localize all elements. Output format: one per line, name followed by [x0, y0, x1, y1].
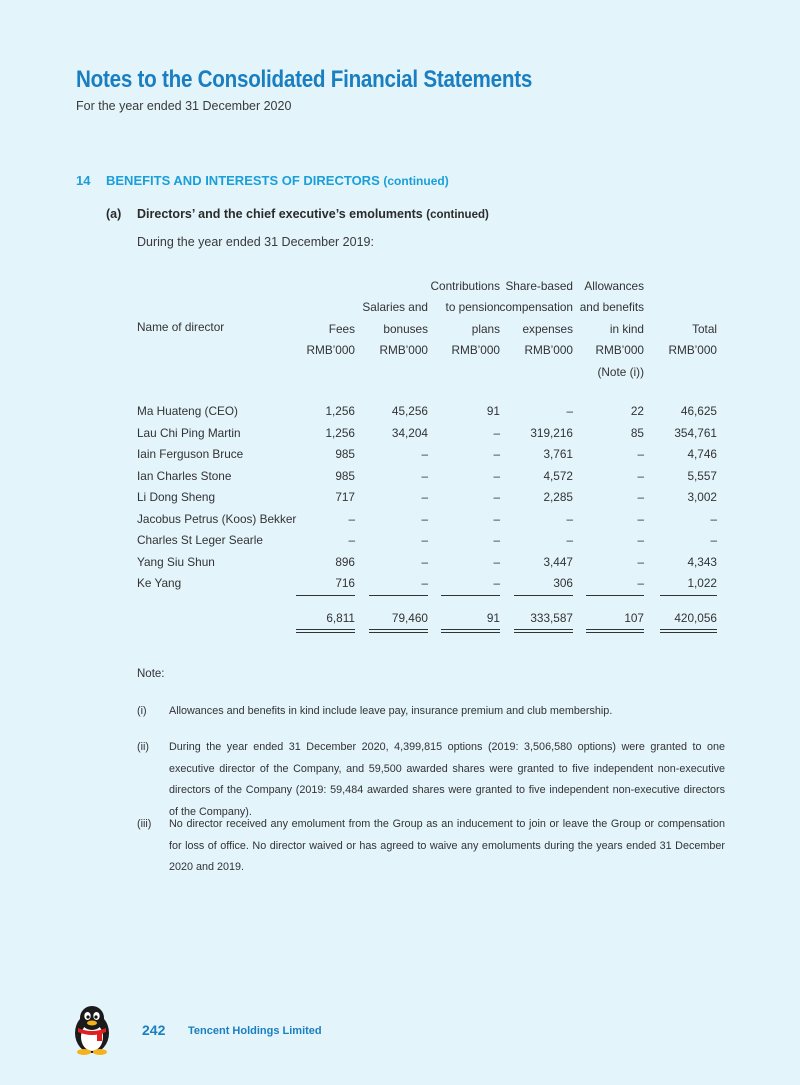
table-cell: –: [637, 447, 644, 461]
column-header-line: compensation: [499, 300, 573, 314]
table-cell: 1,256: [325, 404, 355, 418]
table-cell: 22: [630, 404, 644, 418]
table-cell: 4,746: [687, 447, 717, 461]
table-cell: 985: [335, 447, 355, 461]
subtotal-rule: [514, 595, 573, 596]
subsection-title: Directors’ and the chief executive’s emoluments: [137, 207, 423, 221]
total-cell: 79,460: [391, 611, 428, 625]
table-cell: –: [566, 511, 573, 526]
notes-heading: Note:: [137, 668, 165, 680]
subtotal-rule: [369, 595, 428, 596]
table-cell: 354,761: [674, 425, 717, 440]
director-name: Ian Charles Stone: [137, 468, 232, 483]
column-header-line: RMB’000: [595, 343, 644, 357]
column-header-line: RMB’000: [306, 343, 355, 357]
director-name: Li Dong Sheng: [137, 490, 216, 504]
table-cell: 1,256: [325, 425, 355, 440]
table-cell: –: [493, 490, 500, 504]
table-cell: –: [493, 468, 500, 483]
table-cell: –: [348, 511, 355, 526]
column-header-line: RMB’000: [524, 343, 573, 357]
section-continued: (continued): [383, 174, 449, 188]
total-cell: 6,811: [326, 611, 355, 625]
table-row: [0, 555, 800, 577]
note-text: During the year ended 31 December 2020, 4,399,815 options (2019: 3,506,580 options) were granted to one executive director of the Company, and 59,500 awarded shares were granted to five independent non-executive directors of the Company (2019: 59,484 awarded shares were granted to five independent non-executive directors of the Company).: [169, 741, 725, 818]
subtotal-rule: [660, 595, 717, 596]
table-cell: –: [637, 554, 644, 569]
table-row: [0, 404, 800, 426]
page-subtitle: For the year ended 31 December 2020: [76, 99, 292, 113]
table-cell: –: [421, 511, 428, 526]
page-title: Notes to the Consolidated Financial Statements: [76, 66, 533, 93]
table-cell: –: [421, 490, 428, 504]
table-cell: 4,343: [687, 554, 717, 569]
table-cell: 1,022: [687, 576, 717, 590]
table-cell: –: [421, 576, 428, 590]
subtotal-rule: [586, 595, 644, 596]
section-title: BENEFITS AND INTERESTS OF DIRECTORS: [106, 173, 380, 188]
note-text: No director received any emolument from the Group as an inducement to join or leave the Group or compensation for loss of office. No director waived or has agreed to waive any emoluments during the years ended 31 December 2020 and 2019.: [169, 818, 725, 873]
table-cell: –: [566, 533, 573, 547]
name-column-header: Name of director: [137, 320, 225, 334]
table-cell: –: [637, 468, 644, 483]
table-cell: –: [710, 533, 717, 547]
director-name: Lau Chi Ping Martin: [137, 425, 241, 440]
table-cell: 5,557: [687, 468, 717, 483]
table-cell: –: [493, 511, 500, 526]
note-index: (iii): [137, 818, 152, 830]
table-cell: –: [421, 447, 428, 461]
intro-text: During the year ended 31 December 2019:: [137, 235, 374, 249]
table-cell: 319,216: [530, 425, 573, 440]
note-item: [137, 737, 725, 823]
table-cell: 3,002: [687, 490, 717, 504]
company-name: Tencent Holdings Limited: [188, 1025, 322, 1037]
note-index: (i): [137, 705, 147, 717]
table-row: [0, 512, 800, 534]
table-cell: –: [637, 576, 644, 590]
column-header-line: Salaries and: [362, 300, 428, 314]
table-row: [0, 533, 800, 555]
penguin-icon: [70, 1003, 114, 1055]
column-header-line: RMB’000: [451, 343, 500, 357]
section-heading: [76, 173, 449, 188]
director-name: Ke Yang: [137, 576, 182, 590]
note-text: Allowances and benefits in kind include leave pay, insurance premium and club membership.: [169, 705, 613, 717]
table-cell: –: [637, 511, 644, 526]
director-name: Ma Huateng (CEO): [137, 404, 238, 418]
table-cell: –: [566, 404, 573, 418]
table-cell: –: [493, 533, 500, 547]
table-cell: 896: [335, 554, 355, 569]
table-cell: 306: [553, 576, 573, 590]
total-cell: 91: [486, 611, 500, 625]
page-number: 242: [142, 1022, 166, 1038]
table-cell: –: [493, 554, 500, 569]
table-cell: –: [637, 490, 644, 504]
column-header-line: RMB’000: [668, 343, 717, 357]
total-cell: 107: [624, 611, 644, 625]
section-number: 14: [76, 173, 91, 188]
table-cell: 717: [335, 490, 355, 504]
table-cell: –: [348, 533, 355, 547]
table-cell: –: [421, 554, 428, 569]
table-cell: 91: [486, 404, 500, 418]
table-cell: –: [421, 468, 428, 483]
table-cell: –: [710, 511, 717, 526]
column-header-line: Total: [692, 321, 717, 336]
table-cell: 716: [335, 576, 355, 590]
table-cell: 2,285: [543, 490, 573, 504]
column-header-line: bonuses: [383, 321, 428, 336]
table-total-row: [0, 611, 800, 633]
subtotal-rule: [441, 595, 500, 596]
subsection-continued: (continued): [426, 209, 489, 221]
column-header-line: (Note (i)): [597, 364, 644, 379]
column-header-line: Share-based: [505, 278, 573, 293]
table-cell: 3,447: [543, 554, 573, 569]
column-header-line: RMB’000: [379, 343, 428, 357]
table-cell: 985: [335, 468, 355, 483]
column-header-line: Fees: [328, 321, 355, 336]
table-cell: 46,625: [680, 404, 717, 418]
table-cell: 3,761: [543, 447, 573, 461]
director-name: Iain Ferguson Bruce: [137, 447, 244, 461]
director-name: Charles St Leger Searle: [137, 533, 263, 547]
column-header-line: in kind: [609, 321, 644, 336]
director-name: Yang Siu Shun: [137, 554, 215, 569]
total-cell: 420,056: [674, 611, 717, 625]
column-header-line: plans: [471, 321, 500, 336]
table-cell: –: [493, 576, 500, 590]
total-cell: 333,587: [530, 611, 573, 625]
column-header-line: Contributions: [430, 278, 500, 293]
table-cell: 34,204: [391, 425, 428, 440]
table-cell: –: [493, 447, 500, 461]
table-cell: –: [493, 425, 500, 440]
table-row: [0, 469, 800, 491]
column-header-line: to pension: [445, 300, 500, 314]
note-item: [137, 814, 725, 879]
table-cell: –: [421, 533, 428, 547]
table-cell: –: [637, 533, 644, 547]
table-cell: 85: [630, 425, 644, 440]
note-item: [137, 701, 725, 723]
column-header-line: and benefits: [579, 300, 644, 314]
table-cell: 4,572: [543, 468, 573, 483]
table-row: [0, 490, 800, 512]
table-row: [0, 447, 800, 469]
note-index: (ii): [137, 741, 149, 753]
column-header-line: Allowances: [584, 278, 644, 293]
table-row: [0, 426, 800, 448]
subsection-heading: [106, 207, 489, 221]
column-header-line: expenses: [522, 321, 573, 336]
subsection-label: (a): [106, 207, 122, 221]
subtotal-rule: [296, 595, 355, 596]
table-cell: 45,256: [391, 404, 428, 418]
director-name: Jacobus Petrus (Koos) Bekker: [137, 511, 297, 526]
